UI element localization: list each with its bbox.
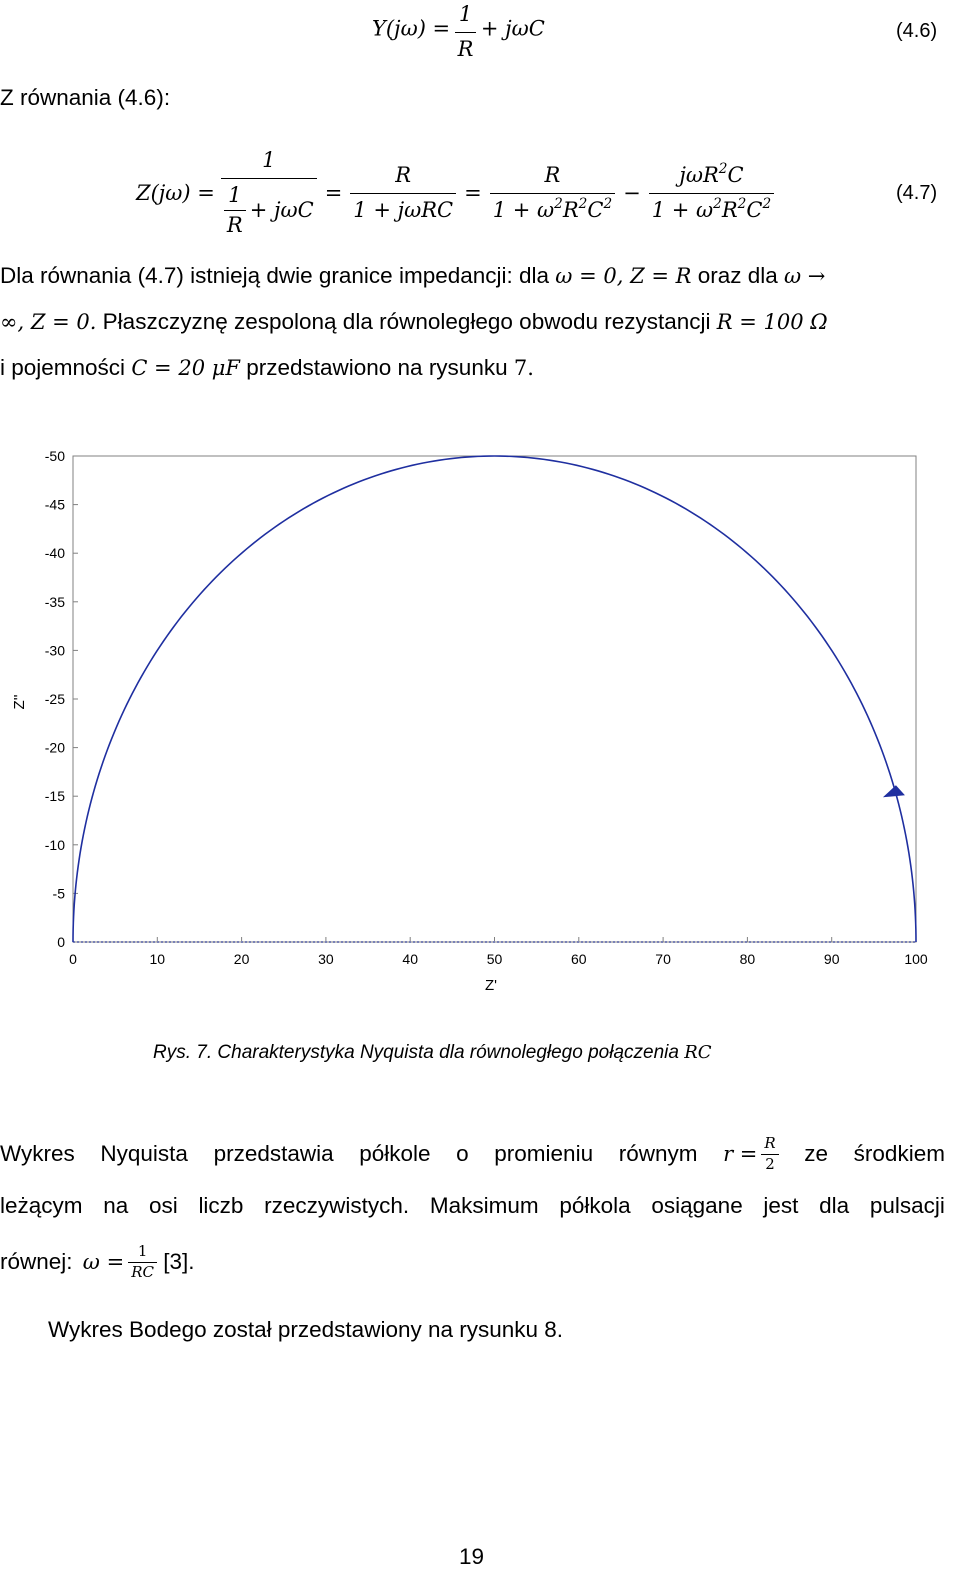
paragraph1-line3: i pojemności C = 20 μF przedstawiono na rysunku 7.: [0, 355, 534, 380]
paragraph3: Wykres Bodego został przedstawiony na rysunku 8.: [48, 1317, 564, 1342]
paragraph2-line3: równej: ω = $\frac{1}{RC}$ [3].: [0, 1242, 195, 1281]
x-tick-label: 10: [149, 951, 166, 967]
paragraph2-line2: leżącym na osi liczb rzeczywistych. Maksimum półkola osiągane jest dla pulsacji: [0, 1193, 945, 1218]
eq47-frac3: $\frac{R}{1 + \omega^2R^2C^2}$: [490, 163, 615, 222]
y-tick-label: -15: [44, 788, 65, 805]
nyquist-chart: [0, 440, 945, 1000]
y-tick-label: -40: [44, 545, 65, 562]
eq46-rest: + jωC: [480, 16, 545, 41]
y-tick-label: -50: [44, 448, 65, 464]
x-tick-label: 80: [739, 951, 756, 967]
figure-caption: Rys. 7. Charakterystyka Nyquista dla równoległego połączenia RC: [153, 1042, 712, 1063]
equation-4-6: [372, 2, 545, 61]
y-tick-label: -30: [44, 642, 65, 659]
x-tick-label: 20: [233, 951, 250, 967]
paragraph2-line1: Wykres Nyquista przedstawia półkole o promieniu równym r = $\frac{R}{2}$ ze środkiem: [0, 1134, 945, 1173]
x-tick-label: 40: [402, 951, 418, 967]
x-tick-label: 0: [69, 951, 77, 967]
x-tick-label: 90: [823, 951, 840, 967]
y-tick-label: -10: [44, 836, 65, 853]
eq47-frac2: $\frac{R}{\text{1 + jωRC}}$: [350, 163, 456, 222]
y-tick-label: -45: [44, 496, 65, 513]
y-tick-label: 0: [57, 934, 65, 950]
y-tick-label: -20: [44, 739, 65, 756]
eq46-fraction: $\frac{1}{R}$: [455, 2, 477, 61]
y-axis-label: Z'': [11, 694, 28, 710]
paragraph1-line1: Dla równania (4.7) istnieją dwie granice impedancji: dla ω = 0, Z = R oraz dla ω →: [0, 263, 826, 288]
eq47-frac4: $\frac{j\omega R^2C}{1 + \omega^2R^2C^2}$: [649, 163, 774, 222]
x-tick-label: 60: [571, 951, 587, 967]
radius-formula: r = $\frac{R}{2}$: [723, 1136, 779, 1172]
eq47-lhs: Z(jω) =: [136, 180, 215, 205]
y-tick-label: -25: [44, 691, 65, 707]
y-tick-label: -35: [44, 593, 65, 610]
x-tick-label: 30: [318, 951, 334, 967]
x-axis-label: Z': [484, 977, 498, 994]
intro-line: Z równania (4.6):: [0, 85, 171, 110]
nyquist-curve: [73, 456, 916, 942]
x-tick-label: 70: [655, 951, 671, 967]
equation-4-7: Z(jω) = 1 $\frac{1}{R}$ + jωC = $\frac{R}{\text{1 + jωRC}}$ = $\frac{R}{1 + \omega^2R^2C^2}$ − $\frac{j\omega R^2C}{1 + \omega^2R^2C^2}$: [136, 148, 774, 237]
eq47-number: (4.7): [896, 182, 938, 204]
paragraph1-line2: ∞, Z = 0. Płaszczyznę zespoloną dla równoległego obwodu rezystancji R = 100 Ω: [0, 309, 828, 334]
page-number: 19: [459, 1544, 485, 1569]
x-tick-label: 100: [904, 951, 928, 967]
eq46-lhs: Y(jω) =: [372, 16, 451, 41]
plot-frame: [73, 456, 916, 942]
eq47-frac1: 1 $\frac{1}{R}$ + jωC: [221, 148, 317, 237]
eq46-number: (4.6): [896, 20, 938, 42]
y-tick-label: -5: [52, 885, 65, 902]
x-tick-label: 50: [486, 951, 503, 967]
